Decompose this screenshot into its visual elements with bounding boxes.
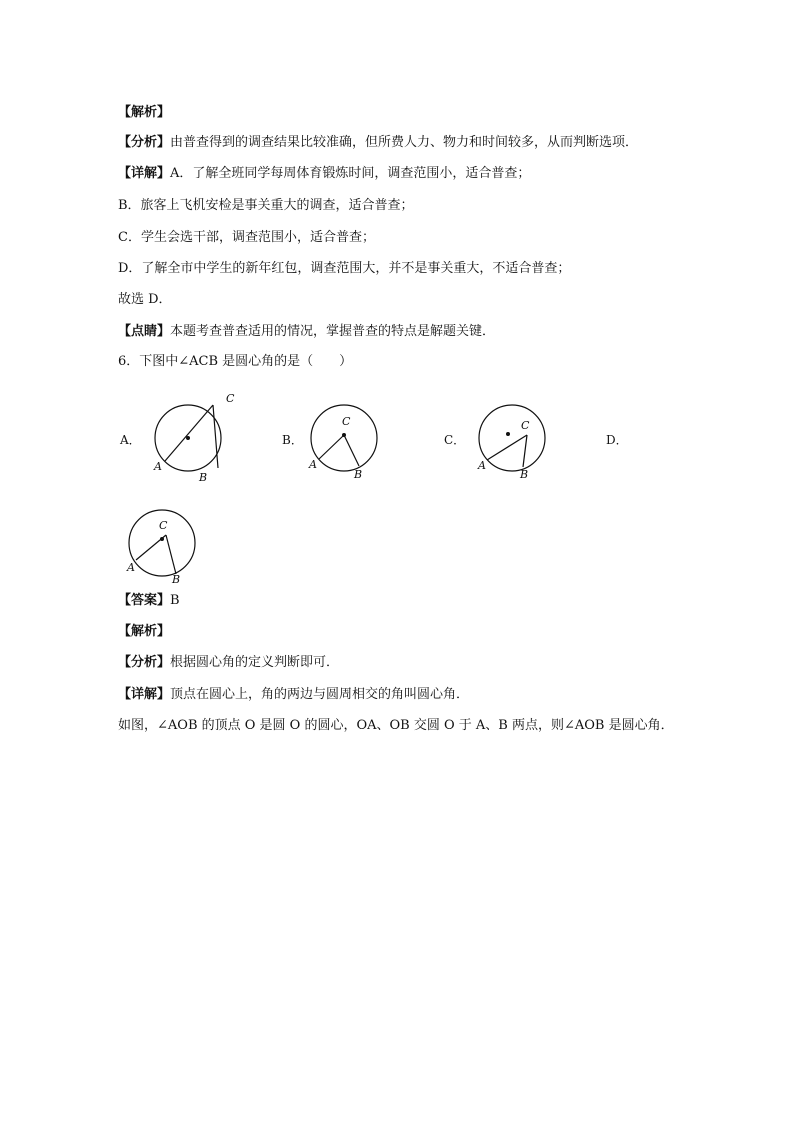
segment-cb — [344, 435, 359, 466]
option-c-label: C． — [444, 433, 466, 447]
point-c-label: C — [226, 392, 235, 405]
point-c-label: C — [342, 415, 351, 428]
point-b-label: B — [199, 471, 208, 484]
figure-option-d — [120, 505, 210, 591]
fenxi-text-2: 根据圆心角的定义判断即可． — [170, 655, 340, 670]
point-a-label: A — [154, 460, 162, 473]
point-a-label: A — [309, 458, 317, 471]
xiangjie-tag: 【详解】 — [118, 166, 171, 181]
point-b-label: B — [172, 573, 181, 586]
point-b-label: B — [520, 468, 529, 481]
segment-ca — [136, 535, 166, 560]
option-c-explanation: C．学生会选干部，调查范围小，适合普查； — [118, 230, 375, 245]
fenxi-paragraph-2 — [118, 654, 339, 672]
option-d-label: D． — [606, 433, 628, 447]
option-a-label: A． — [120, 433, 141, 447]
segment-cb — [523, 435, 527, 467]
xiangjie-option-a: A．了解全班同学每周体育锻炼时间，调查范围小，适合普查； — [170, 166, 531, 181]
point-c-label: C — [159, 519, 168, 532]
dianjing-paragraph — [118, 323, 495, 341]
segment-cb — [166, 535, 176, 574]
fenxi-tag: 【分析】 — [118, 135, 171, 150]
fenxi-text: 由普查得到的调查结果比较准确，但所费人力、物力和时间较多，从而判断选项． — [170, 135, 639, 150]
option-b-explanation: B．旅客上飞机安检是事关重大的调查，适合普查； — [118, 198, 414, 213]
answer-paragraph — [118, 592, 180, 610]
point-b-label: B — [354, 468, 363, 481]
answer-value: B — [170, 593, 180, 608]
xiangjie-tag-2: 【详解】 — [118, 687, 171, 702]
xiangjie-paragraph-2 — [118, 686, 469, 704]
option-d-explanation: D．了解全市中学生的新年红包，调查范围大，并不是事关重大，不适合普查； — [118, 261, 571, 276]
answer-tag: 【答案】 — [118, 593, 171, 608]
analysis-heading-2: 【解析】 — [118, 624, 171, 639]
segment-ca — [165, 405, 213, 461]
conclusion-text: 故选 D． — [118, 292, 172, 307]
point-a-label: A — [478, 459, 486, 472]
dianjing-text: 本题考查普查适用的情况，掌握普查的特点是解题关键． — [170, 324, 496, 339]
example-paragraph: 如图，∠AOB 的顶点 O 是圆 O 的圆心，OA、OB 交圆 O 于 A、B 两点，则∠AOB 是圆心角． — [118, 718, 674, 733]
question-6-stem: 6．下图中∠ACB 是圆心角的是（ ） — [118, 354, 353, 369]
circle-outline — [479, 405, 545, 471]
option-b-label: B． — [282, 433, 303, 447]
figure-option-b — [302, 398, 392, 484]
segment-ca — [487, 435, 527, 460]
xiangjie-text-2: 顶点在圆心上，角的两边与圆周相交的角叫圆心角． — [170, 687, 470, 702]
point-a-label: A — [127, 561, 135, 574]
dianjing-tag: 【点睛】 — [118, 324, 171, 339]
center-dot — [506, 432, 510, 436]
point-c-label: C — [521, 419, 530, 432]
analysis-heading: 【解析】 — [118, 105, 171, 120]
fenxi-paragraph — [118, 134, 638, 152]
figure-option-a — [146, 388, 236, 484]
xiangjie-paragraph — [118, 165, 530, 183]
figure-option-c — [470, 398, 560, 484]
fenxi-tag-2: 【分析】 — [118, 655, 171, 670]
segment-ca — [319, 435, 344, 459]
